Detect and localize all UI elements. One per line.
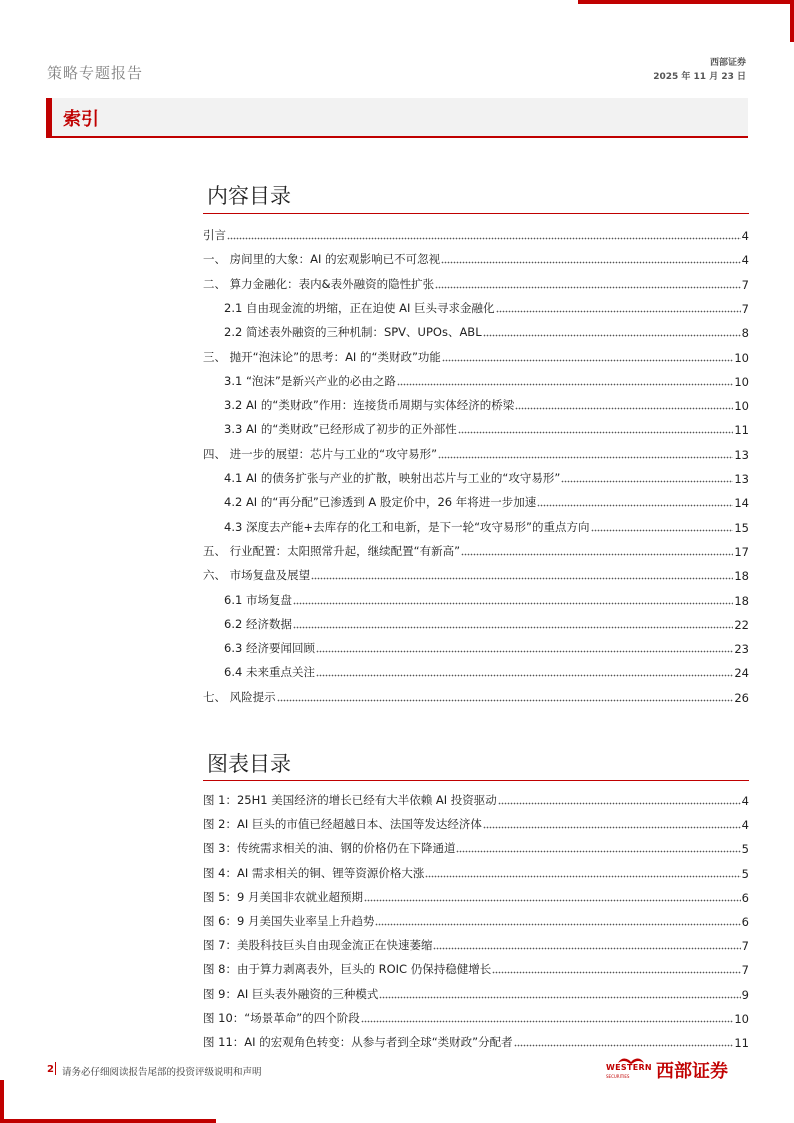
figure-entry[interactable] [203,808,749,832]
dot-leader [425,871,740,878]
contents-entry[interactable] [203,535,749,559]
figure-entry[interactable] [203,929,749,953]
contents-entry-title: 七、 风险提示 [203,689,276,704]
contents-entry[interactable] [224,389,749,413]
dot-leader [483,822,741,829]
figure-entry-title: 图 7：美股科技巨头自由现金流正在快速萎缩 [203,938,433,953]
dot-leader [561,476,733,483]
contents-entry-title: 六、 市场复盘及展望 [203,568,311,583]
dot-leader [435,282,741,289]
contents-entry-page: 17 [734,544,749,559]
figure-entry-title: 图 10：“场景革命”的四个阶段 [203,1010,360,1025]
dot-leader [316,670,733,677]
corner-accent-bottom-vertical [0,1080,4,1123]
dot-leader [492,967,740,974]
figure-entry-title: 图 11：AI 的宏观角色转变：从参与者到全球“类财政”分配者 [203,1035,513,1049]
contents-entry[interactable] [224,462,749,486]
contents-entry[interactable] [224,511,749,535]
dot-leader [498,798,741,805]
dot-leader [433,943,740,950]
dot-leader [515,403,733,410]
dot-leader [277,695,734,702]
figure-entry-title: 图 2：AI 巨头的市值已经超越日本、法国等发达经济体 [203,817,482,832]
contents-entry-page: 10 [734,350,749,365]
contents-entry-title: 五、 行业配置：太阳照常升起，继续配置“有新高” [203,543,461,558]
contents-entry-title: 三、 抛开“泡沫论”的思考：AI 的“类财政”功能 [203,349,441,364]
contents-entry-page: 24 [734,666,749,681]
dot-leader [591,525,734,532]
dot-leader [364,895,741,902]
report-type: 策略专题报告 [47,64,144,82]
contents-entry[interactable] [203,268,749,292]
figure-entry[interactable] [203,953,749,977]
contents-entry-page: 15 [734,520,749,535]
figure-entry-title: 图 1：25H1 美国经济的增长已经有大半依赖 AI 投资驱动 [203,793,497,807]
contents-entry-page: 10 [734,399,749,414]
contents-entry-page: 4 [741,253,749,268]
contents-entry-title: 4.3 深度去产能+去库存的化工和电新，是下一轮“攻守易形”的重点方向 [224,519,590,534]
report-date: 2025 年 11 月 23 日 [653,72,746,82]
dot-leader [514,1040,734,1047]
contents-entry-page: 7 [741,301,749,316]
contents-entry[interactable] [224,316,749,340]
figure-entry[interactable] [203,784,749,808]
contents-entry[interactable] [224,584,749,608]
dot-leader [316,646,733,653]
company-name: 西部证券 [709,58,746,68]
dot-leader [461,549,733,556]
figure-entry[interactable] [203,1002,749,1026]
contents-entry-page: 23 [734,642,749,657]
contents-entry-page: 18 [734,593,749,608]
figure-entry-page: 7 [741,939,749,954]
logo-english-sub: SECURITIES [606,1074,630,1079]
contents-entry-title: 4.2 AI 的“再分配”已渗透到 A 股定价中，26 年将进一步加速 [224,495,537,510]
contents-entry-page: 7 [741,277,749,292]
contents-entry-page: 26 [734,690,749,705]
contents-entry-title: 3.3 AI 的“类财政”已经形成了初步的正外部性 [224,422,457,437]
contents-entry[interactable] [203,219,749,243]
figure-entry-title: 图 3：传统需求相关的油、钢的价格仍在下降通道 [203,841,456,856]
logo-chinese: 西部证券 [656,1061,728,1082]
contents-entry-title: 3.2 AI 的“类财政”作用：连接货币周期与实体经济的桥梁 [224,398,515,413]
page-number: 2 [47,1064,54,1075]
contents-entry-page: 4 [741,229,749,243]
figure-entry[interactable] [203,1026,749,1050]
contents-entry-title: 6.2 经济数据 [224,616,292,631]
contents-entry[interactable] [203,438,749,462]
contents-entry-page: 18 [734,569,749,584]
corner-accent-bottom-horizontal [0,1119,216,1123]
contents-entry-page: 10 [734,374,749,389]
contents-entry-title: 6.1 市场复盘 [224,592,292,607]
dot-leader [438,452,733,459]
figure-entry[interactable] [203,857,749,881]
contents-entry-title: 四、 进一步的展望：芯片与工业的“攻守易形” [203,446,438,461]
contents-entry-title: 一、 房间里的大象：AI 的宏观影响已不可忽视 [203,252,441,267]
contents-entry-page: 22 [734,617,749,632]
contents-entry-title: 6.3 经济要闻回顾 [224,641,315,656]
dot-leader [456,846,740,853]
figure-entry[interactable] [203,978,749,1002]
contents-heading: 内容目录 [207,184,291,208]
figure-entry[interactable] [203,832,749,856]
contents-entry[interactable] [203,341,749,365]
dot-leader [397,379,734,386]
dot-leader [379,992,740,999]
contents-entry-page: 8 [741,326,749,341]
dot-leader [293,622,733,629]
dot-leader [293,598,733,605]
dot-leader [537,500,733,507]
figure-entry-page: 9 [741,987,749,1002]
contents-entry[interactable] [224,608,749,632]
dot-leader [483,330,741,337]
contents-rule [203,213,749,214]
footer-disclaimer: 请务必仔细阅读报告尾部的投资评级说明和声明 [62,1067,262,1078]
banner-accent-bar [46,98,52,136]
figure-entry-page: 4 [741,818,749,833]
contents-entry[interactable] [224,486,749,510]
contents-entry-title: 2.1 自由现金流的坍缩，正在迫使 AI 巨头寻求金融化 [224,300,495,315]
figures-rule [203,780,749,781]
figures-heading: 图表目录 [207,752,291,776]
footer-separator [55,1062,56,1075]
figure-entry-page: 6 [741,915,749,929]
contents-entry-title: 6.4 未来重点关注 [224,665,315,680]
figure-entry-page: 5 [741,842,749,857]
figure-entry-page: 5 [741,866,749,881]
contents-entry-title: 引言 [203,228,226,242]
corner-accent-top-vertical [790,0,794,42]
contents-entry[interactable] [203,559,749,583]
contents-entry-page: 11 [734,423,749,438]
contents-entry[interactable] [203,681,749,705]
figure-entry-title: 图 4：AI 需求相关的铜、锂等资源价格大涨 [203,865,425,880]
dot-leader [496,306,741,313]
figure-entry-page: 11 [734,1036,749,1050]
figure-entry-title: 图 6：9 月美国失业率呈上升趋势 [203,914,375,928]
dot-leader [361,1016,734,1023]
figure-entry[interactable] [203,905,749,929]
contents-entry[interactable] [203,243,749,267]
dot-leader [375,919,740,926]
figure-entry-page: 10 [734,1011,749,1026]
contents-entry-page: 14 [734,496,749,511]
corner-accent-top-horizontal [578,0,794,4]
contents-entry[interactable] [224,365,749,389]
contents-entry[interactable] [224,656,749,680]
banner-title: 索引 [63,109,99,130]
header-meta [653,56,746,84]
contents-entry[interactable] [224,413,749,437]
figure-entry-page: 4 [741,794,749,808]
figure-entry-title: 图 9：AI 巨头表外融资的三种模式 [203,986,379,1001]
logo-english: WESTERN [606,1063,652,1072]
figure-entry[interactable] [203,881,749,905]
dot-leader [441,257,741,264]
figure-entry-title: 图 5：9 月美国非农就业超预期 [203,889,363,904]
contents-entry-title: 4.1 AI 的债务扩张与产业的扩散，映射出芯片与工业的“攻守易形” [224,471,561,485]
contents-entry-title: 3.1 “泡沫”是新兴产业的必由之路 [224,373,396,388]
dot-leader [458,427,734,434]
figure-entry-title: 图 8：由于算力剥离表外，巨头的 ROIC 仍保持稳健增长 [203,962,492,977]
contents-entry-page: 13 [734,472,749,486]
figure-entry-page: 7 [741,963,749,978]
dot-leader [442,355,733,362]
contents-entry-title: 2.2 简述表外融资的三种机制：SPV、UPOs、ABL [224,325,482,340]
dot-leader [311,573,733,580]
figure-entry-page: 6 [741,890,749,905]
contents-entry[interactable] [224,632,749,656]
contents-entry-title: 二、 算力金融化：表内&表外融资的隐性扩张 [203,276,435,291]
contents-entry-page: 13 [734,447,749,462]
contents-entry[interactable] [224,292,749,316]
index-banner [46,98,748,138]
dot-leader [227,233,741,240]
